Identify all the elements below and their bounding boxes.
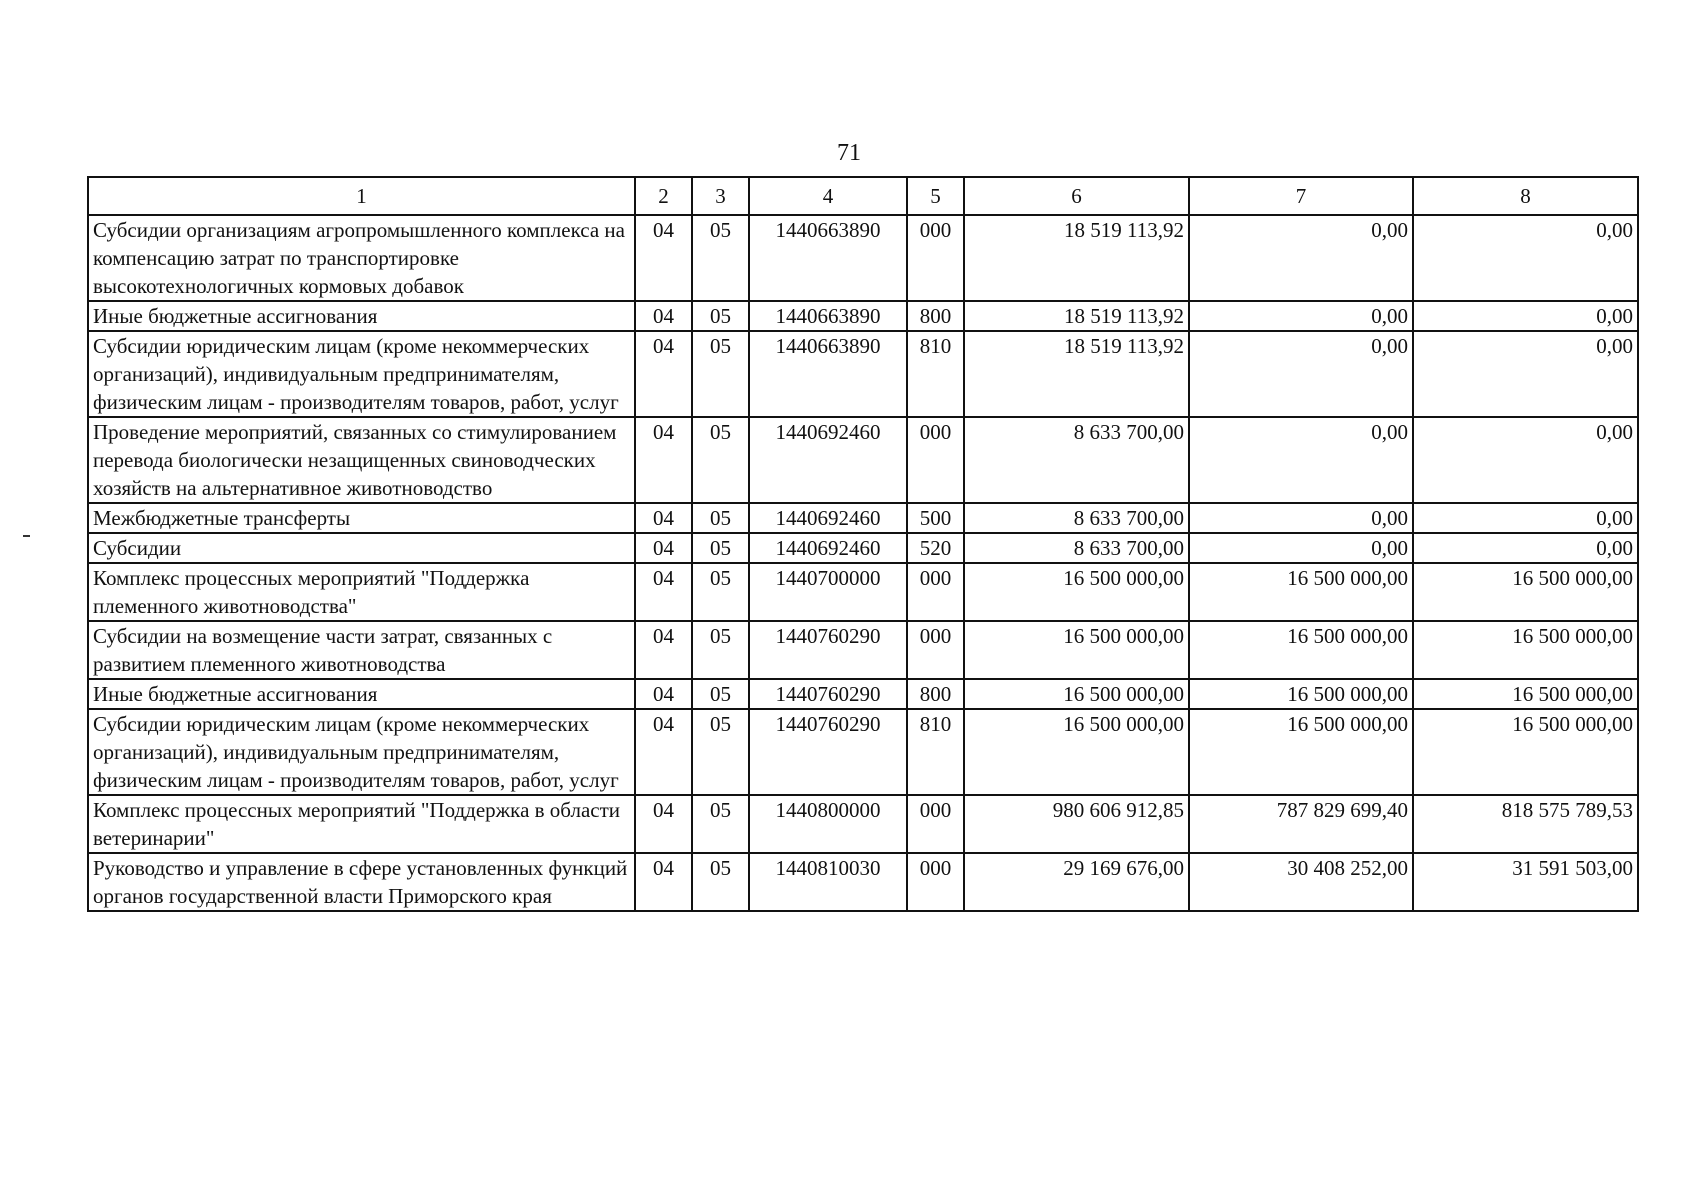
table-row <box>88 331 1638 417</box>
column-header: 2 <box>635 177 692 215</box>
row-name-cell: Межбюджетные трансферты <box>88 503 635 533</box>
row-name-cell: Иные бюджетные ассигнования <box>88 301 635 331</box>
subsection-code-cell: 05 <box>692 795 749 853</box>
amount-col7-cell: 30 408 252,00 <box>1189 853 1413 911</box>
target-article-code-cell: 1440692460 <box>749 417 907 503</box>
section-code-cell: 04 <box>635 301 692 331</box>
amount-col7-cell: 787 829 699,40 <box>1189 795 1413 853</box>
amount-col7-cell: 0,00 <box>1189 417 1413 503</box>
subsection-code-cell: 05 <box>692 331 749 417</box>
amount-col7-cell: 16 500 000,00 <box>1189 709 1413 795</box>
expense-type-code-cell: 800 <box>907 679 964 709</box>
expense-type-code-cell: 000 <box>907 417 964 503</box>
section-code-cell: 04 <box>635 853 692 911</box>
amount-col6-cell: 18 519 113,92 <box>964 215 1189 301</box>
row-name-cell: Комплекс процессных мероприятий "Поддержка племенного животноводства" <box>88 563 635 621</box>
amount-col6-cell: 8 633 700,00 <box>964 533 1189 563</box>
table-row <box>88 795 1638 853</box>
section-code-cell: 04 <box>635 621 692 679</box>
column-header: 8 <box>1413 177 1638 215</box>
amount-col7-cell: 0,00 <box>1189 503 1413 533</box>
expense-type-code-cell: 810 <box>907 331 964 417</box>
amount-col7-cell: 0,00 <box>1189 331 1413 417</box>
amount-col6-cell: 980 606 912,85 <box>964 795 1189 853</box>
target-article-code-cell: 1440692460 <box>749 503 907 533</box>
section-code-cell: 04 <box>635 503 692 533</box>
expense-type-code-cell: 520 <box>907 533 964 563</box>
target-article-code-cell: 1440760290 <box>749 679 907 709</box>
row-name-cell: Субсидии юридическим лицам (кроме некоммерческих организаций), индивидуальным предпринимателям, физическим лицам - производителям товаров, работ, услуг <box>88 331 635 417</box>
subsection-code-cell: 05 <box>692 503 749 533</box>
table-row <box>88 533 1638 563</box>
table-row <box>88 853 1638 911</box>
amount-col8-cell: 16 500 000,00 <box>1413 709 1638 795</box>
table-row <box>88 563 1638 621</box>
amount-col8-cell: 0,00 <box>1413 533 1638 563</box>
expense-type-code-cell: 000 <box>907 795 964 853</box>
amount-col6-cell: 16 500 000,00 <box>964 709 1189 795</box>
amount-col6-cell: 8 633 700,00 <box>964 503 1189 533</box>
target-article-code-cell: 1440760290 <box>749 621 907 679</box>
subsection-code-cell: 05 <box>692 215 749 301</box>
amount-col8-cell: 16 500 000,00 <box>1413 621 1638 679</box>
header-row <box>88 177 1638 215</box>
column-header: 1 <box>88 177 635 215</box>
target-article-code-cell: 1440663890 <box>749 331 907 417</box>
table-body <box>88 215 1638 911</box>
amount-col6-cell: 29 169 676,00 <box>964 853 1189 911</box>
amount-col7-cell: 0,00 <box>1189 533 1413 563</box>
amount-col8-cell: 818 575 789,53 <box>1413 795 1638 853</box>
expense-type-code-cell: 000 <box>907 853 964 911</box>
amount-col7-cell: 0,00 <box>1189 301 1413 331</box>
section-code-cell: 04 <box>635 563 692 621</box>
budget-table <box>87 176 1639 912</box>
section-code-cell: 04 <box>635 533 692 563</box>
target-article-code-cell: 1440700000 <box>749 563 907 621</box>
row-name-cell: Субсидии организациям агропромышленного комплекса на компенсацию затрат по транспортировке высокотехнологичных кормовых добавок <box>88 215 635 301</box>
table-row <box>88 679 1638 709</box>
subsection-code-cell: 05 <box>692 853 749 911</box>
section-code-cell: 04 <box>635 679 692 709</box>
subsection-code-cell: 05 <box>692 621 749 679</box>
amount-col7-cell: 16 500 000,00 <box>1189 679 1413 709</box>
section-code-cell: 04 <box>635 709 692 795</box>
subsection-code-cell: 05 <box>692 563 749 621</box>
amount-col7-cell: 16 500 000,00 <box>1189 563 1413 621</box>
table-row <box>88 301 1638 331</box>
section-code-cell: 04 <box>635 795 692 853</box>
amount-col7-cell: 16 500 000,00 <box>1189 621 1413 679</box>
row-name-cell: Иные бюджетные ассигнования <box>88 679 635 709</box>
table-header <box>88 177 1638 215</box>
section-code-cell: 04 <box>635 215 692 301</box>
amount-col8-cell: 0,00 <box>1413 215 1638 301</box>
amount-col7-cell: 0,00 <box>1189 215 1413 301</box>
amount-col8-cell: 0,00 <box>1413 301 1638 331</box>
row-name-cell: Руководство и управление в сфере установленных функций органов государственной власти Приморского края <box>88 853 635 911</box>
amount-col8-cell: 31 591 503,00 <box>1413 853 1638 911</box>
subsection-code-cell: 05 <box>692 533 749 563</box>
row-name-cell: Субсидии юридическим лицам (кроме некоммерческих организаций), индивидуальным предпринимателям, физическим лицам - производителям товаров, работ, услуг <box>88 709 635 795</box>
subsection-code-cell: 05 <box>692 679 749 709</box>
amount-col6-cell: 16 500 000,00 <box>964 679 1189 709</box>
target-article-code-cell: 1440692460 <box>749 533 907 563</box>
amount-col8-cell: 16 500 000,00 <box>1413 563 1638 621</box>
expense-type-code-cell: 000 <box>907 215 964 301</box>
expense-type-code-cell: 000 <box>907 563 964 621</box>
subsection-code-cell: 05 <box>692 417 749 503</box>
row-name-cell: Субсидии <box>88 533 635 563</box>
amount-col6-cell: 18 519 113,92 <box>964 331 1189 417</box>
target-article-code-cell: 1440810030 <box>749 853 907 911</box>
amount-col6-cell: 16 500 000,00 <box>964 621 1189 679</box>
section-code-cell: 04 <box>635 417 692 503</box>
table-row <box>88 417 1638 503</box>
column-header: 7 <box>1189 177 1413 215</box>
column-header: 3 <box>692 177 749 215</box>
amount-col6-cell: 16 500 000,00 <box>964 563 1189 621</box>
amount-col6-cell: 8 633 700,00 <box>964 417 1189 503</box>
section-code-cell: 04 <box>635 331 692 417</box>
amount-col8-cell: 0,00 <box>1413 331 1638 417</box>
amount-col8-cell: 0,00 <box>1413 503 1638 533</box>
margin-mark <box>23 535 30 537</box>
row-name-cell: Проведение мероприятий, связанных со стимулированием перевода биологически незащищенных свиноводческих хозяйств на альтернативное животноводство <box>88 417 635 503</box>
table-row <box>88 621 1638 679</box>
subsection-code-cell: 05 <box>692 301 749 331</box>
amount-col6-cell: 18 519 113,92 <box>964 301 1189 331</box>
page-number: 71 <box>837 140 861 166</box>
amount-col8-cell: 0,00 <box>1413 417 1638 503</box>
target-article-code-cell: 1440663890 <box>749 301 907 331</box>
target-article-code-cell: 1440760290 <box>749 709 907 795</box>
column-header: 5 <box>907 177 964 215</box>
row-name-cell: Комплекс процессных мероприятий "Поддержка в области ветеринарии" <box>88 795 635 853</box>
expense-type-code-cell: 500 <box>907 503 964 533</box>
table-row <box>88 709 1638 795</box>
column-header: 6 <box>964 177 1189 215</box>
target-article-code-cell: 1440800000 <box>749 795 907 853</box>
amount-col8-cell: 16 500 000,00 <box>1413 679 1638 709</box>
subsection-code-cell: 05 <box>692 709 749 795</box>
target-article-code-cell: 1440663890 <box>749 215 907 301</box>
row-name-cell: Субсидии на возмещение части затрат, связанных с развитием племенного животноводства <box>88 621 635 679</box>
table-row <box>88 215 1638 301</box>
expense-type-code-cell: 800 <box>907 301 964 331</box>
expense-type-code-cell: 810 <box>907 709 964 795</box>
column-header: 4 <box>749 177 907 215</box>
expense-type-code-cell: 000 <box>907 621 964 679</box>
table-row <box>88 503 1638 533</box>
